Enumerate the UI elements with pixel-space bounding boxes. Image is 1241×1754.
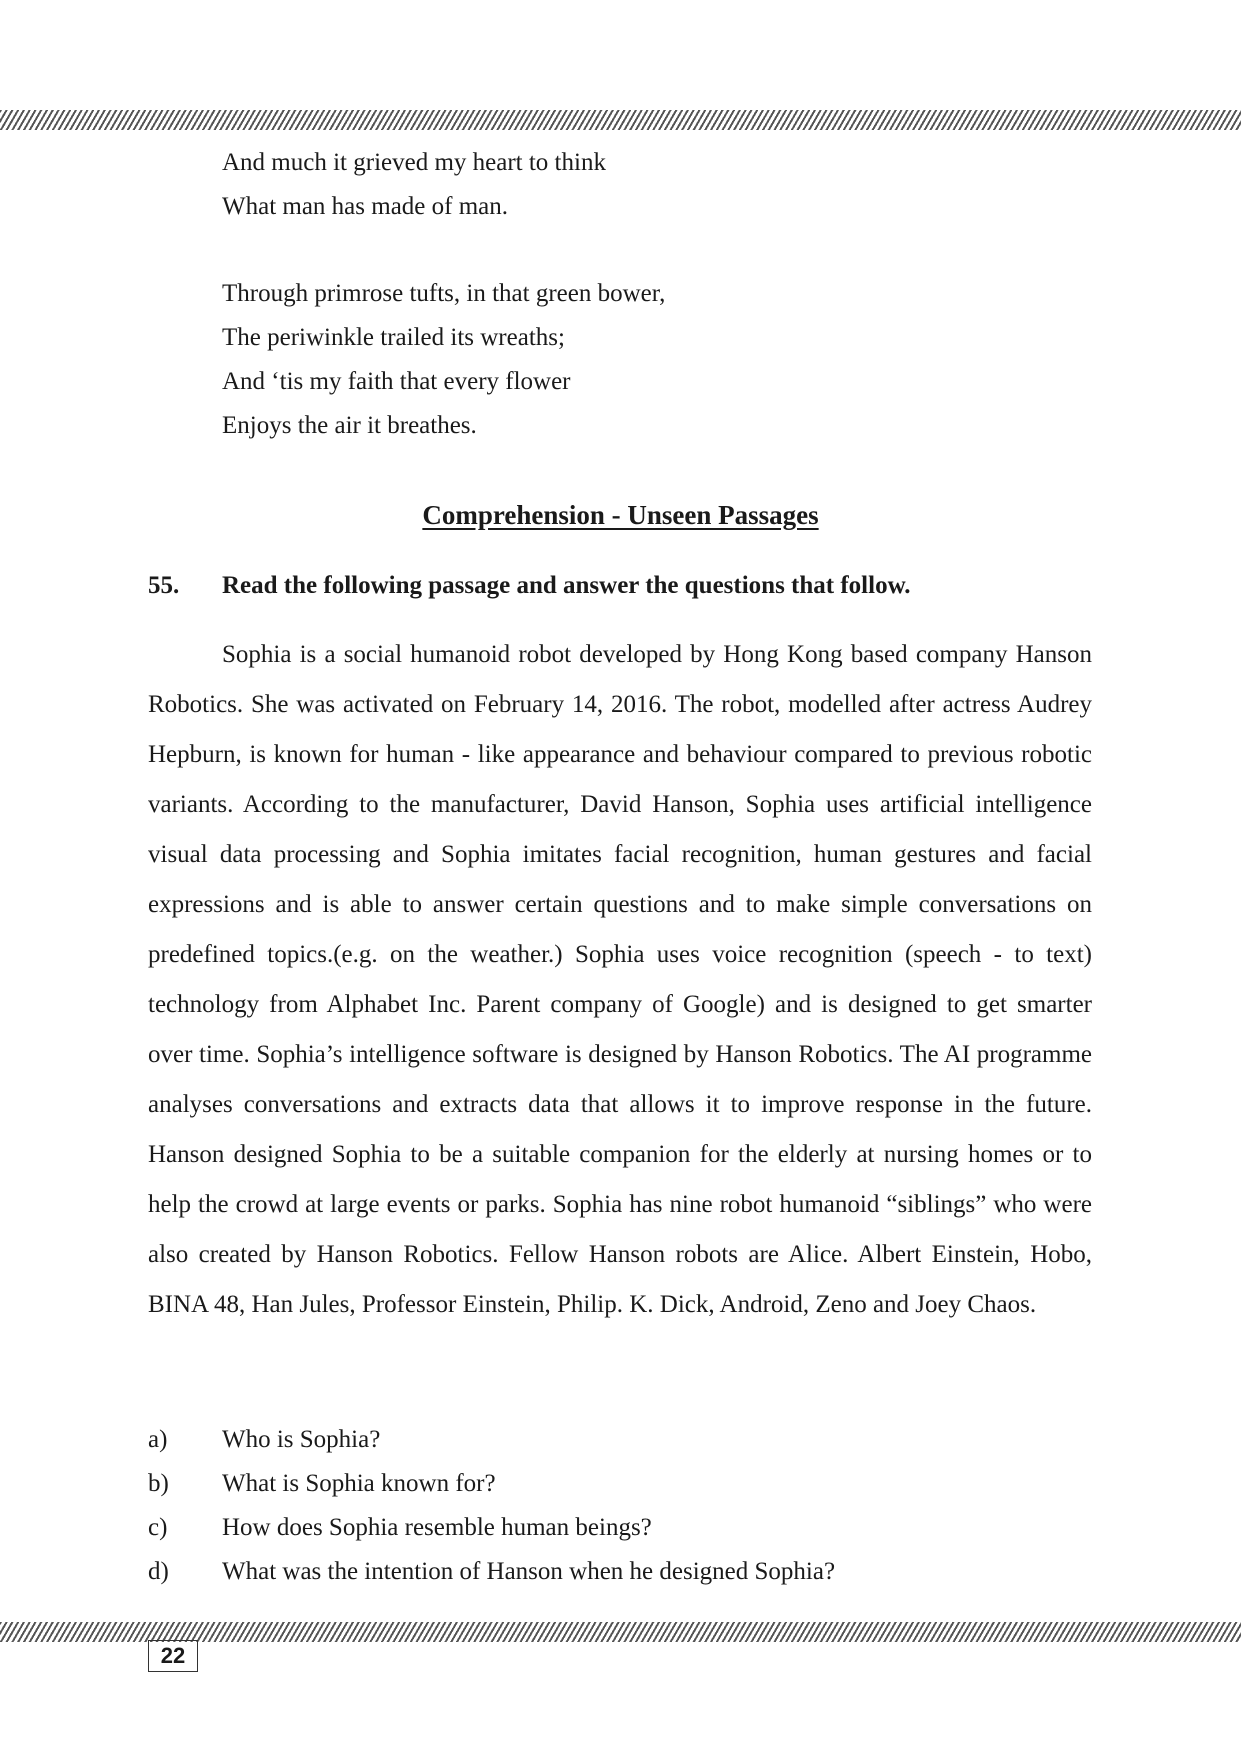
- question-number: 55.: [148, 572, 180, 599]
- top-hatched-border: [0, 110, 1241, 130]
- question-text: What was the intention of Hanson when he designed Sophia?: [222, 1558, 836, 1585]
- question-text: What is Sophia known for?: [222, 1470, 496, 1497]
- question-text: How does Sophia resemble human beings?: [222, 1514, 652, 1541]
- question-letter: b): [148, 1470, 169, 1497]
- page-number: 22: [148, 1640, 198, 1672]
- question-instruction: Read the following passage and answer the questions that follow.: [222, 572, 911, 599]
- section-heading: Comprehension - Unseen Passages: [422, 500, 819, 530]
- list-item: [148, 1418, 835, 1462]
- poem-line: Through primrose tufts, in that green bower,: [222, 280, 666, 307]
- poem-line: The periwinkle trailed its wreaths;: [222, 324, 565, 351]
- list-item: [148, 1506, 835, 1550]
- poem-stanza-2: [222, 272, 665, 448]
- bottom-hatched-border: [0, 1622, 1241, 1642]
- question-letter: a): [148, 1426, 168, 1453]
- question-text: Who is Sophia?: [222, 1426, 381, 1453]
- comprehension-passage: Sophia is a social humanoid robot developed by Hong Kong based company Hanson Robotics. She was activated on February 14, 2016. The robot, modelled after actress Audrey Hepburn, is known for human - like appearance and behaviour compared to previous robotic variants. According to the manufacturer, David Hanson, Sophia uses artificial intelligence visual data processing and Sophia imitates facial recognition, human gestures and facial expressions and is able to answer certain questions and to make simple conversations on predefined topics.(e.g. on the weather.) Sophia uses voice recognition (speech - to text) technology from Alphabet Inc. Parent company of Google) and is designed to get smarter over time. Sophia’s intelligence software is designed by Hanson Robotics. The AI programme analyses conversations and extracts data that allows it to improve response in the future. Hanson designed Sophia to be a suitable companion for the elderly at nursing homes or to help the crowd at large events or parks. Sophia has nine robot humanoid “siblings” who were also created by Hanson Robotics. Fellow Hanson robots are Alice. Albert Einstein, Hobo, BINA 48, Han Jules, Professor Einstein, Philip. K. Dick, Android, Zeno and Joey Chaos.: [148, 641, 1092, 1318]
- question-letter: c): [148, 1514, 168, 1541]
- poem-line: What man has made of man.: [222, 193, 509, 220]
- question-heading: [148, 572, 1098, 600]
- poem-line: Enjoys the air it breathes.: [222, 412, 477, 439]
- list-item: [148, 1550, 835, 1594]
- poem-line: And ‘tis my faith that every flower: [222, 368, 571, 395]
- question-letter: d): [148, 1558, 169, 1585]
- list-item: [148, 1462, 835, 1506]
- poem-stanza-1: [222, 141, 606, 229]
- question-list: [148, 1418, 835, 1594]
- poem-line: And much it grieved my heart to think: [222, 149, 606, 176]
